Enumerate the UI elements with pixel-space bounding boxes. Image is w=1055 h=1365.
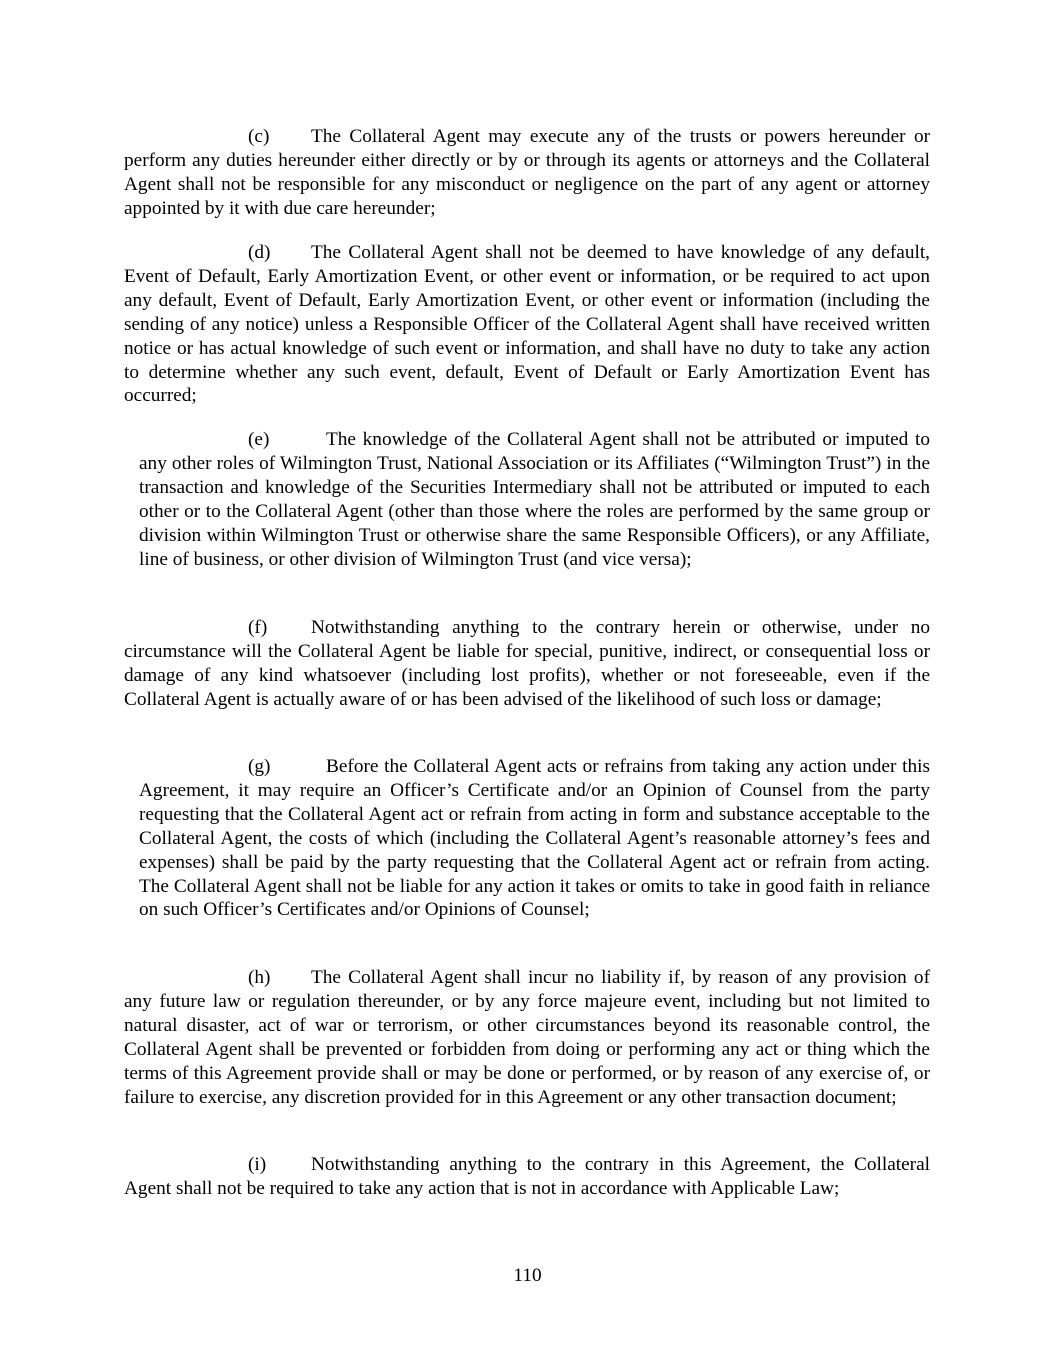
paragraph-h — [124, 966, 930, 1109]
paragraph-text: The Collateral Agent may execute any of the trusts or powers hereunder or perform any duties hereunder either directly or by or through its agents or attorneys and the Collateral Agent shall not be responsible for any misconduct or negligence on the part of any agent or attorney appointed by it with due care hereunder; — [124, 126, 930, 219]
paragraph-i — [124, 1153, 930, 1201]
paragraph-text: The knowledge of the Collateral Agent shall not be attributed or imputed to any other roles of Wilmington Trust, National Association or its Affiliates (“Wilmington Trust”) in the transaction and knowledge of the Securities Intermediary shall not be attributed or imputed to each other or to the Collateral Agent (other than those where the roles are performed by the same group or division within Wilmington Trust or otherwise share the same Responsible Officers), or any Affiliate, line of business, or other division of Wilmington Trust (and vice versa); — [139, 429, 930, 570]
paragraph-label: (g) — [248, 756, 271, 777]
paragraph-label: (i) — [248, 1154, 267, 1175]
paragraph-label: (f) — [248, 617, 268, 638]
paragraph-c — [124, 125, 930, 221]
paragraph-label: (e) — [248, 429, 270, 450]
paragraph-text: Before the Collateral Agent acts or refrains from taking any action under this Agreement, it may require an Officer’s Certificate and/or an Opinion of Counsel from the party requesting that the Collateral Agent act or refrain from acting in form and substance acceptable to the Collateral Agent, the costs of which (including the Collateral Agent’s reasonable attorney’s fees and expenses) shall be paid by the party requesting that the Collateral Agent act or refrain from acting. The Collateral Agent shall not be liable for any action it takes or omits to take in good faith in reliance on such Officer’s Certificates and/or Opinions of Counsel; — [139, 756, 930, 921]
paragraph-label: (h) — [248, 967, 271, 988]
paragraph-e — [139, 428, 930, 571]
page-number: 110 — [513, 1265, 542, 1286]
paragraph-d — [124, 241, 930, 408]
paragraph-label: (d) — [248, 242, 271, 263]
paragraph-label: (c) — [248, 126, 270, 147]
paragraph-text: Notwithstanding anything to the contrary herein or otherwise, under no circumstance will the Collateral Agent be liable for special, punitive, indirect, or consequential loss or damage of any kind whatsoever (including lost profits), whether or not foreseeable, even if the Collateral Agent is actually aware of or has been advised of the likelihood of such loss or damage; — [124, 617, 930, 710]
paragraph-g — [139, 755, 930, 922]
paragraph-text: The Collateral Agent shall not be deemed to have knowledge of any default, Event of Default, Early Amortization Event, or other event or information, or be required to act upon any default, Event of Default, Early Amortization Event, or other event or information (including the sending of any notice) unless a Responsible Officer of the Collateral Agent shall have received written notice or has actual knowledge of such event or information, and shall have no duty to take any action to determine whether any such event, default, Event of Default or Early Amortization Event has occurred; — [124, 242, 930, 407]
paragraph-f — [124, 616, 930, 712]
paragraph-text: The Collateral Agent shall incur no liability if, by reason of any provision of any future law or regulation thereunder, or by any force majeure event, including but not limited to natural disaster, act of war or terrorism, or other circumstances beyond its reasonable control, the Collateral Agent shall be prevented or forbidden from doing or performing any act or thing which the terms of this Agreement provide shall or may be done or performed, or by reason of any exercise of, or failure to exercise, any discretion provided for in this Agreement or any other transaction document; — [124, 967, 930, 1108]
paragraph-text: Notwithstanding anything to the contrary in this Agreement, the Collateral Agent shall not be required to take any action that is not in accordance with Applicable Law; — [124, 1154, 930, 1199]
